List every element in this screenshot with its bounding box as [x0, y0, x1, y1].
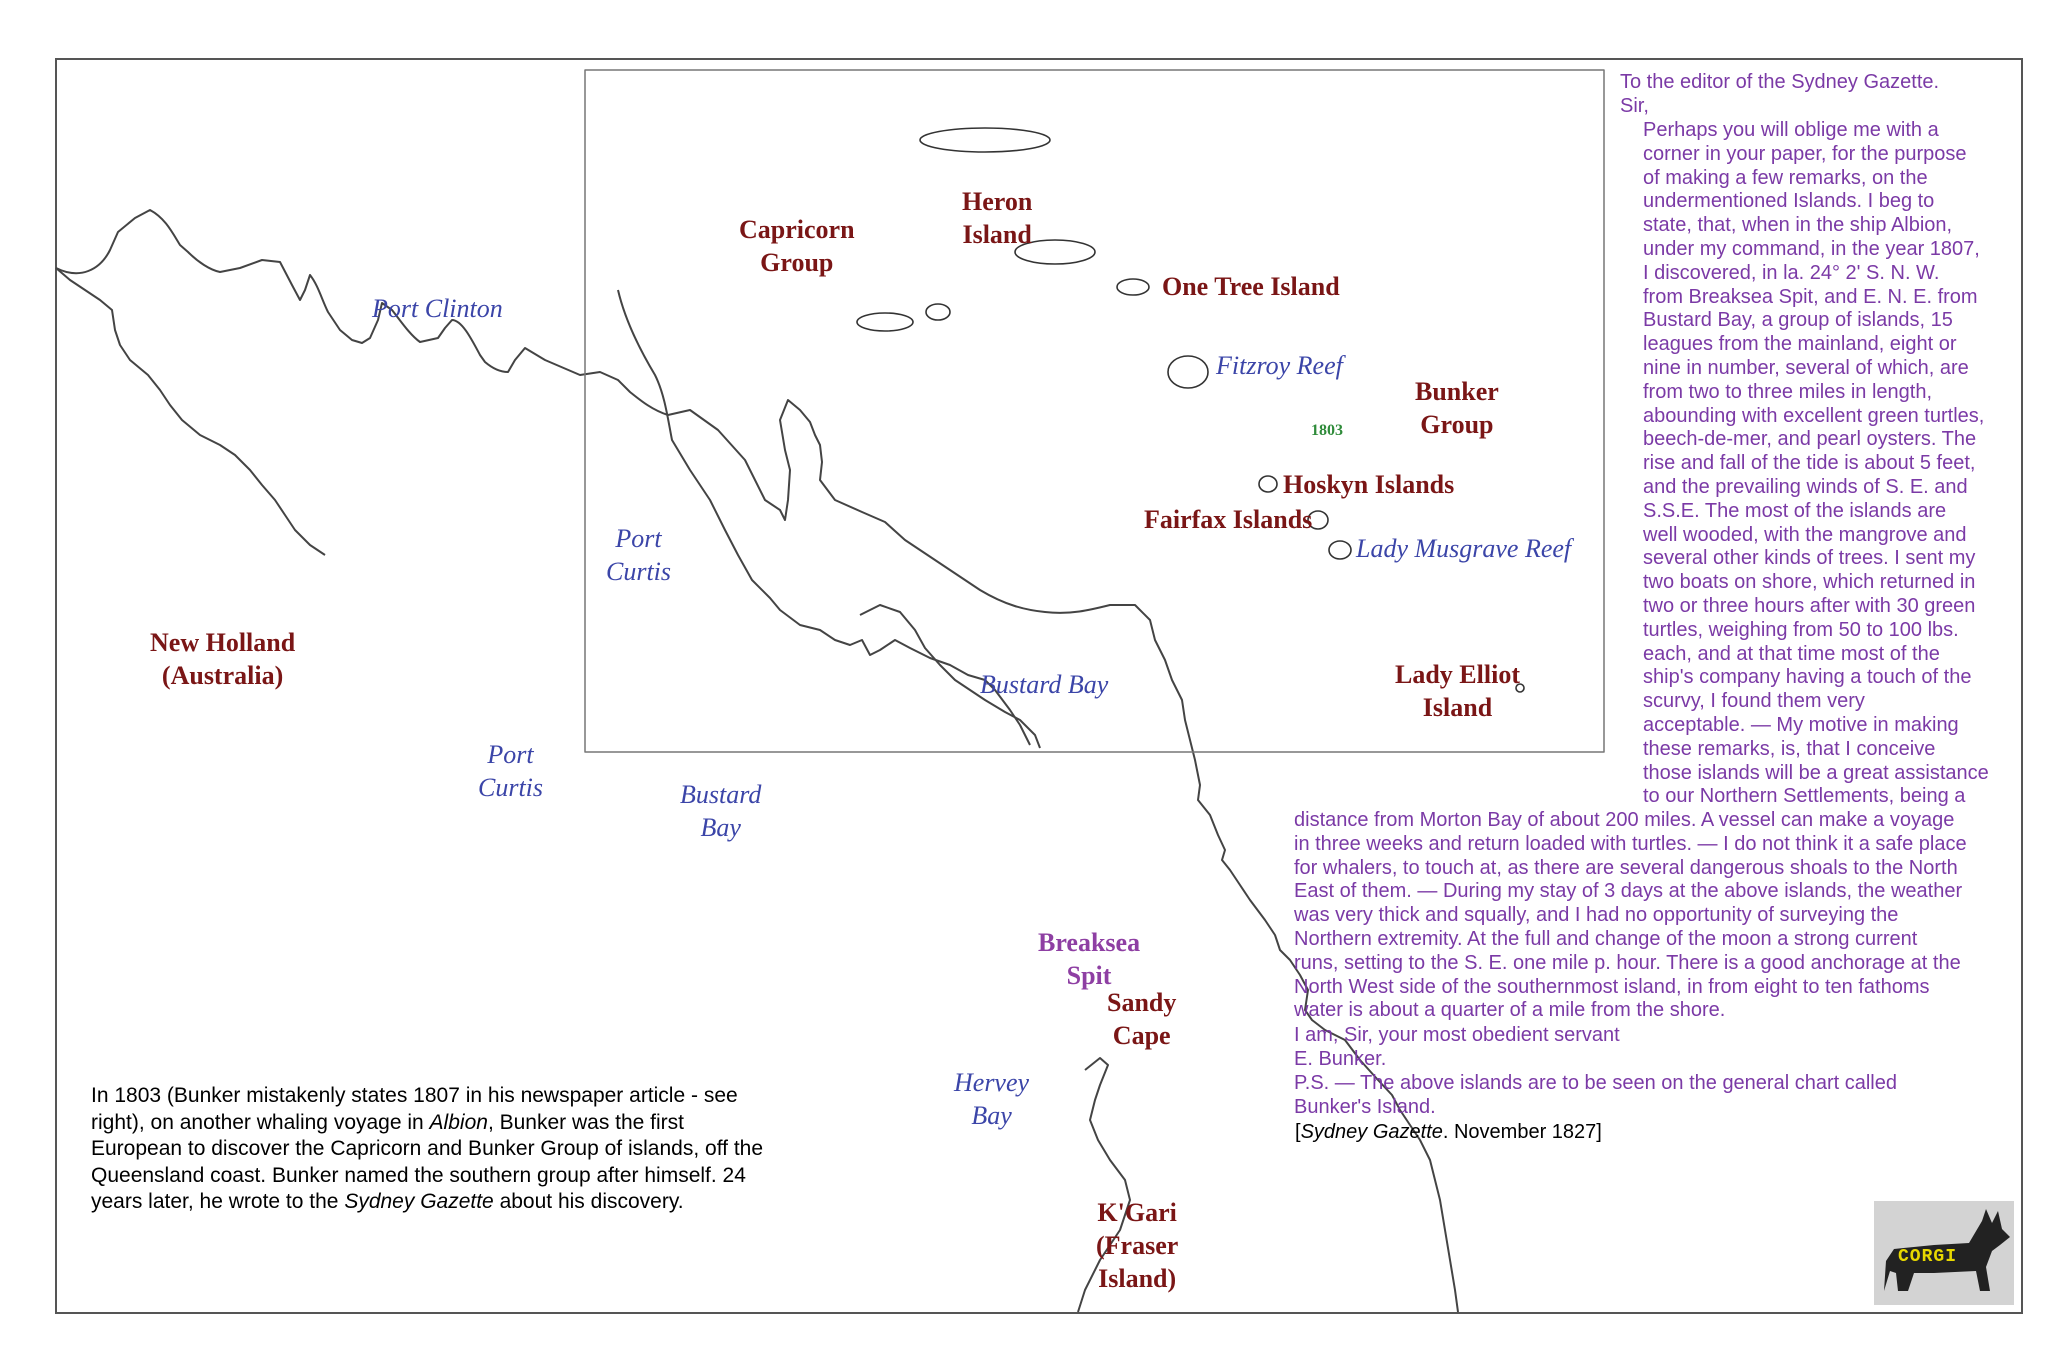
letter-postscript	[1294, 1072, 1897, 1120]
letter-line: state, that, when in the ship Albion,	[1643, 214, 1953, 237]
label-heron-island: Heron Island	[962, 187, 1033, 249]
letter-line: East of them. — During my stay of 3 days at the above islands, the weather	[1294, 880, 1963, 903]
inset-coast	[618, 290, 1030, 745]
letter-line: corner in your paper, for the purpose	[1643, 142, 1967, 165]
letter-header: To the editor of the Sydney Gazette.	[1620, 71, 1940, 93]
label-port-curtis-inset: Port Curtis	[606, 524, 672, 586]
letter-line: well wooded, with the mangrove and	[1643, 523, 1967, 546]
letter-closing: I am, Sir, your most obedient servant	[1294, 1024, 1620, 1046]
label-kgari: K'Gari (Fraser Island)	[1096, 1198, 1179, 1293]
logo-text: CORGI	[1898, 1247, 1958, 1267]
letter-line: nine in number, several of which, are	[1643, 356, 1969, 379]
label-hervey-bay: Hervey Bay	[954, 1068, 1030, 1130]
musgrave-reef-outline	[1329, 541, 1351, 559]
letter-line: from two to three miles in length,	[1643, 380, 1933, 403]
letter-line: abounding with excellent green turtles,	[1643, 404, 1985, 427]
letter-line: those islands will be a great assistance	[1643, 761, 1989, 784]
letter-line: Bustard Bay, a group of islands, 15	[1643, 309, 1953, 332]
letter-salutation: Sir,	[1620, 95, 1649, 117]
letter-body-narrow	[1643, 119, 1989, 809]
letter-line: leagues from the mainland, eight or	[1643, 333, 1957, 356]
letter-line: P.S. — The above islands are to be seen on the general chart called	[1294, 1072, 1897, 1094]
letter-line: beech-de-mer, and pearl oysters. The	[1643, 428, 1977, 451]
letter-line: and the prevailing winds of S. E. and	[1643, 475, 1968, 498]
fitzroy-reef-outline	[1168, 356, 1208, 388]
label-bustard-bay-main: Bustard Bay	[680, 780, 762, 842]
letter-line: Northern extremity. At the full and change of the moon a strong current	[1294, 927, 1918, 950]
hoskyn-reef-outline	[1259, 476, 1277, 492]
letter-line: I discovered, in la. 24° 2' S. N. W.	[1643, 261, 1940, 284]
one-tree-reef-outline	[1117, 279, 1149, 295]
letter-line: of making a few remarks, on the	[1643, 166, 1928, 189]
label-new-holland: New Holland (Australia)	[150, 628, 296, 690]
label-lady-elliot-island: Lady Elliot Island	[1395, 660, 1520, 722]
letter-line: two boats on shore, which returned in	[1643, 571, 1976, 594]
letter-line: ship's company having a touch of the	[1643, 666, 1972, 689]
letter-line: Perhaps you will oblige me with a	[1643, 119, 1939, 141]
letter-line: rise and fall of the tide is about 5 feet,	[1643, 452, 1976, 475]
label-breaksea-spit: Breaksea Spit	[1038, 928, 1141, 990]
letter-line: distance from Morton Bay of about 200 miles. A vessel can make a voyage	[1294, 809, 1955, 831]
label-fitzroy-reef: Fitzroy Reef	[1216, 351, 1343, 380]
label-port-curtis-main: Port Curtis	[478, 740, 544, 802]
letter-line: North West side of the southernmost island, in from eight to ten fathoms	[1294, 975, 1930, 998]
letter-line: these remarks, is, that I conceive	[1643, 737, 1936, 760]
label-sandy-cape: Sandy Cape	[1107, 988, 1177, 1050]
capricorn-reef-outline	[857, 313, 913, 331]
label-one-tree-island: One Tree Island	[1162, 272, 1340, 301]
letter-line: scurvy, I found them very	[1643, 690, 1865, 713]
letter-line: in three weeks and return loaded with turtles. — I do not think it a safe place	[1294, 832, 1967, 855]
corgi-logo	[1874, 1201, 2014, 1305]
letter-line: turtles, weighing from 50 to 100 lbs.	[1643, 618, 1959, 641]
letter-line: under my command, in the year 1807,	[1643, 237, 1980, 260]
label-bunker-group: Bunker Group	[1415, 377, 1499, 439]
letter-line: undermentioned Islands. I beg to	[1643, 190, 1935, 213]
letter-line: S.S.E. The most of the islands are	[1643, 499, 1947, 522]
label-year-1803: 1803	[1311, 422, 1343, 439]
letter-line: for whalers, to touch at, as there are several dangerous shoals to the North	[1294, 856, 1958, 879]
letter-line: each, and at that time most of the	[1643, 642, 1940, 665]
letter-line: several other kinds of trees. I sent my	[1643, 547, 1976, 570]
label-hoskyn-islands: Hoskyn Islands	[1283, 470, 1455, 499]
letter-line: was very thick and squally, and I had no opportunity of surveying the	[1294, 904, 1899, 927]
letter-line: from Breaksea Spit, and E. N. E. from	[1643, 285, 1978, 308]
letter-line: runs, setting to the S. E. one mile p. hour. There is a good anchorage at the	[1294, 951, 1961, 974]
letter-line: water is about a quarter of a mile from the shore.	[1294, 999, 1726, 1022]
heron-reef-outline	[920, 128, 1050, 152]
letter-body-wide	[1294, 809, 1967, 1023]
letter-line: two or three hours after with 30 green	[1643, 594, 1976, 617]
letter-citation: [Sydney Gazette. November 1827]	[1295, 1121, 1602, 1143]
letter-line: acceptable. — My motive in making	[1643, 713, 1959, 736]
caption-text: In 1803 (Bunker mistakenly states 1807 in his newspaper article - see right), on another whaling voyage in Albion, Bunker was the first European to discover the Capricorn and Bunker Group of islands, off the Queensland coast. Bunker named the southern group after himself. 24 years later, he wrote to the Sydney Gazette about his discovery.	[91, 1084, 764, 1213]
letter-signature: E. Bunker.	[1294, 1048, 1387, 1070]
letter-line: to our Northern Settlements, being a	[1643, 785, 1966, 808]
mainland-coastline-north	[56, 268, 325, 555]
masthead-reef-outline	[926, 304, 950, 320]
label-capricorn-group: Capricorn Group	[739, 215, 855, 277]
label-port-clinton: Port Clinton	[372, 294, 503, 323]
label-fairfax-islands: Fairfax Islands	[1144, 505, 1313, 534]
label-lady-musgrave-reef: Lady Musgrave Reef	[1356, 534, 1572, 563]
label-bustard-bay-inset: Bustard Bay	[980, 670, 1109, 699]
letter-line: Bunker's Island.	[1294, 1095, 1436, 1118]
